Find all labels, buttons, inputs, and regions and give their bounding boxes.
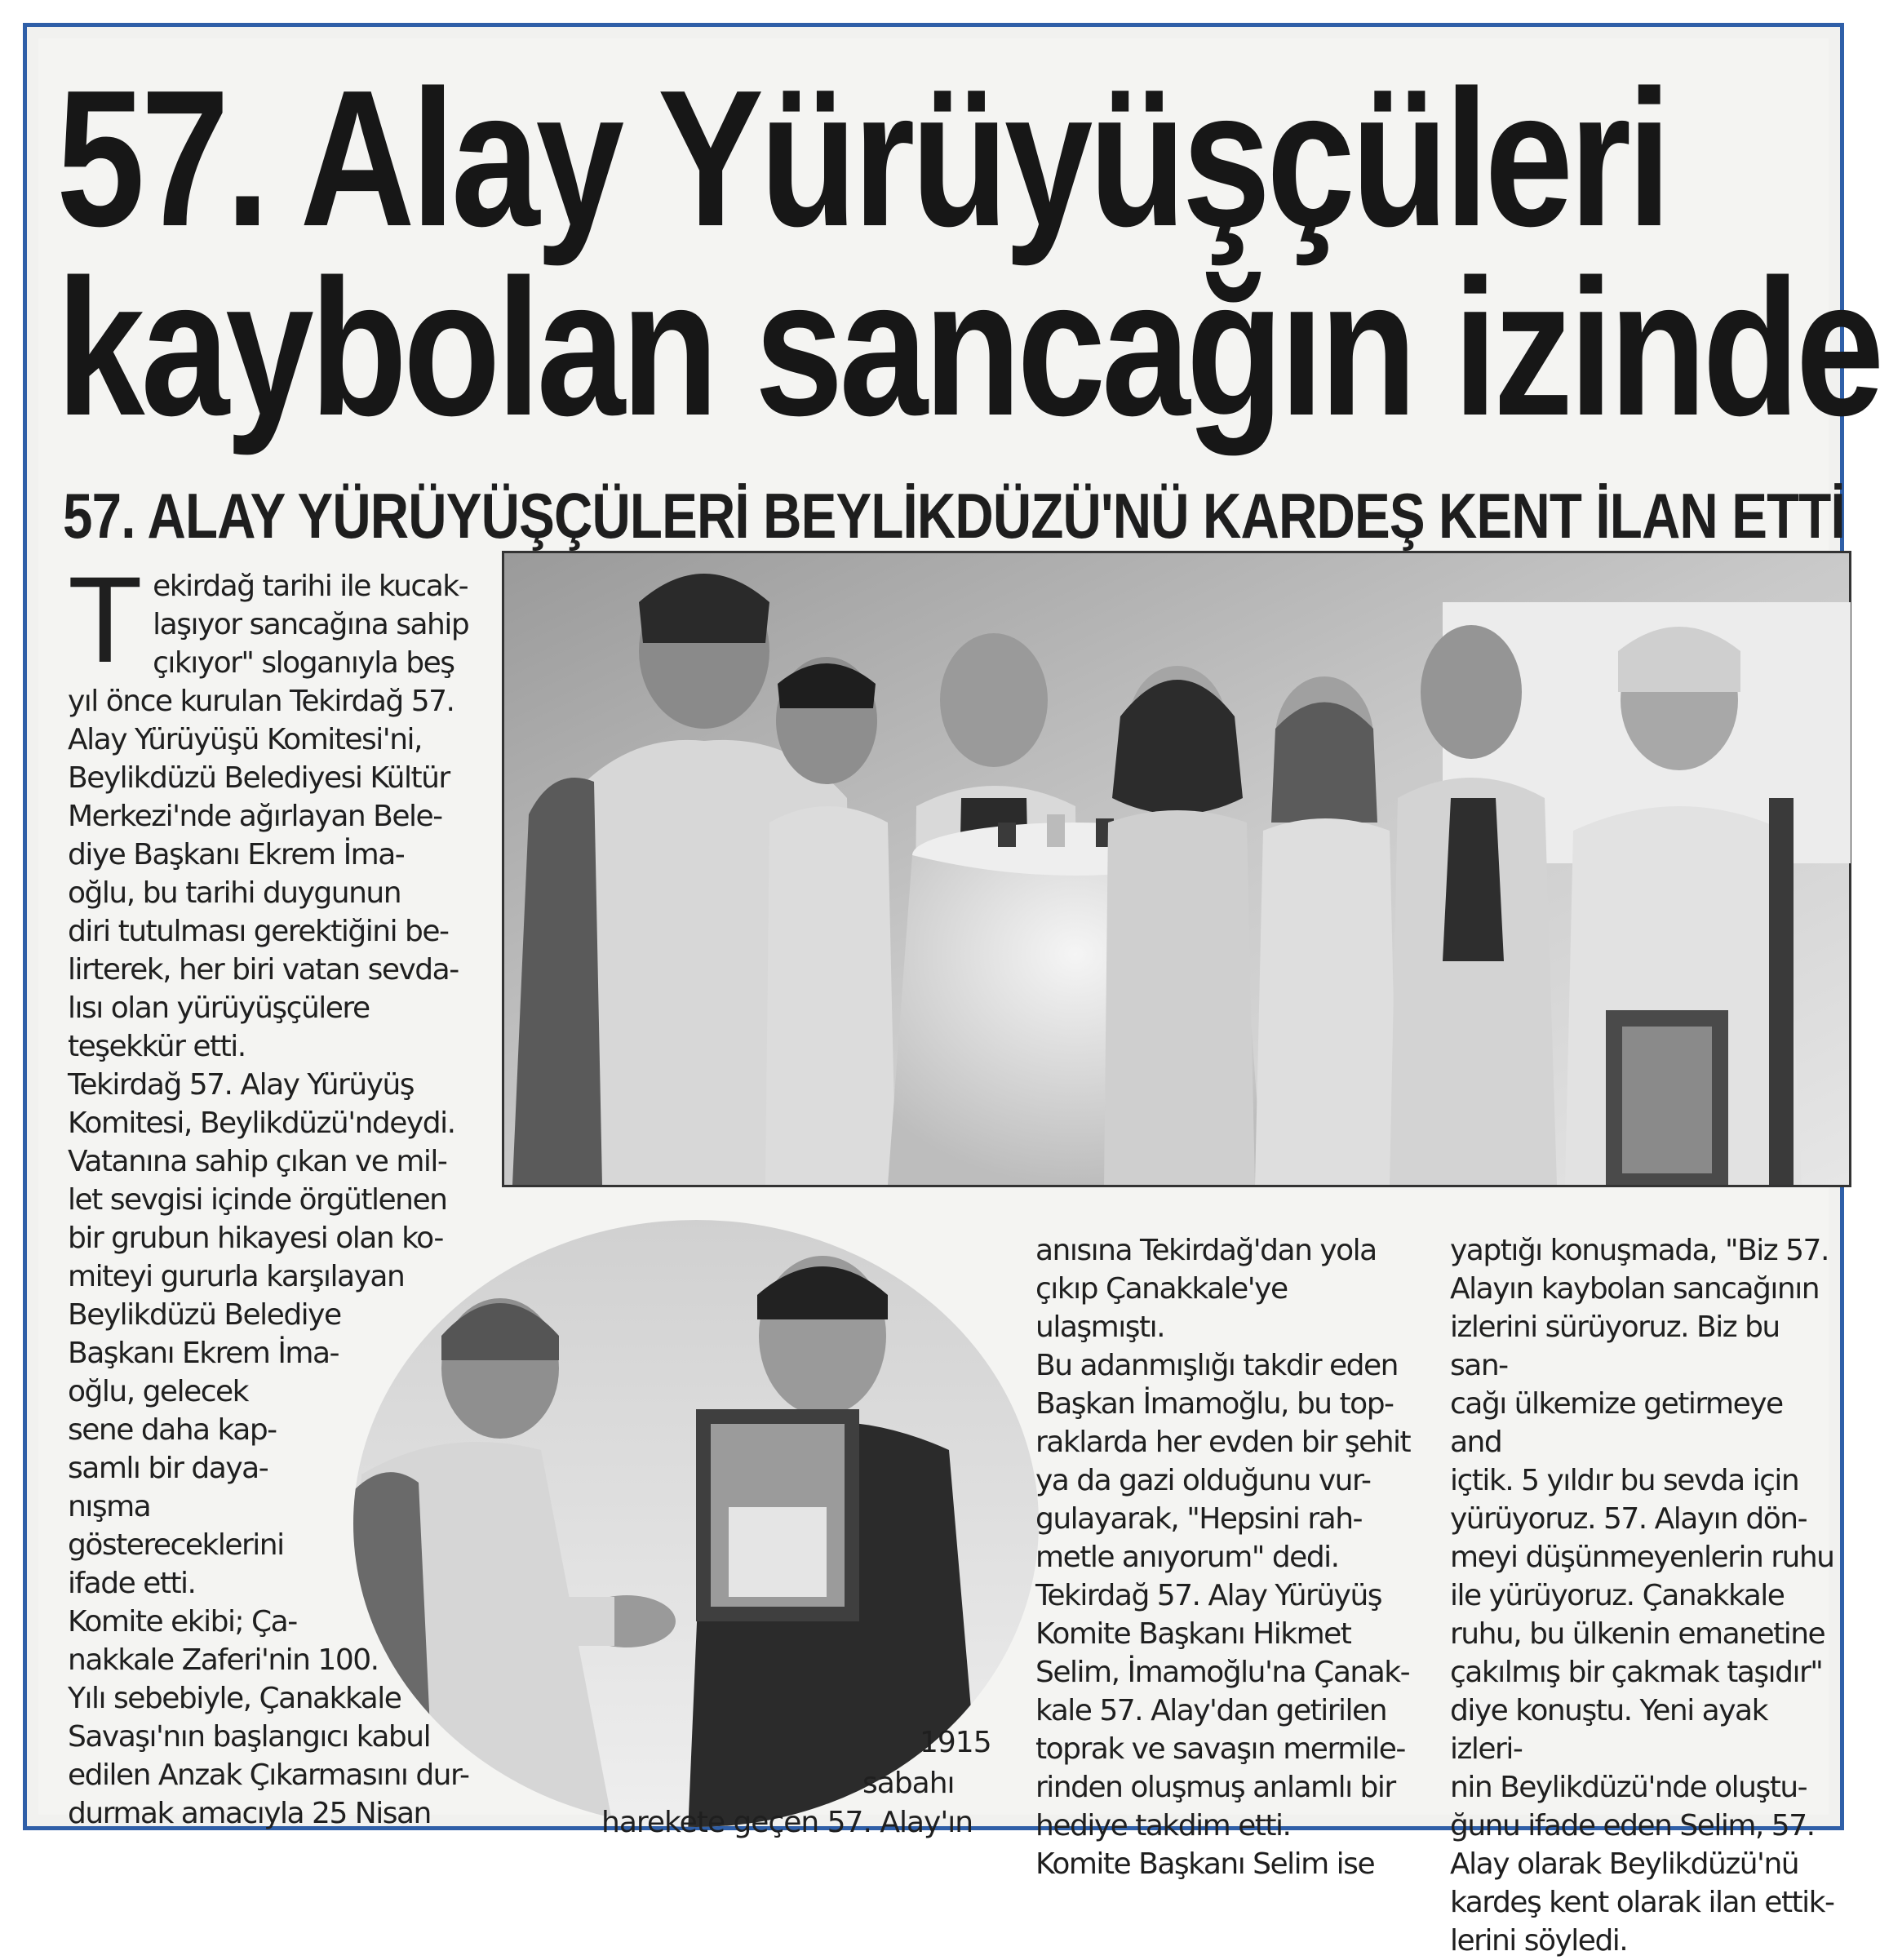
column-2-year: 1915 [920,1726,991,1759]
clipping-frame [23,23,1880,1958]
group-photo [502,551,1851,1187]
column-1-text: ekirdağ tarihi ile kucak- laşıyor sancağına sahip çıkıyor" sloganıyla beş yıl önce kurulan Tekirdağ 57. Alay Yürüyüşü Komitesi'ni, Beylikdüzü Belediyesi Kültür Merkezi'nde ağırlayan Bele- diye Başkanı Ekrem İma- oğlu, bu tarihi duygunun diri tutulması gerektiğini be- lirterek, her biri vatan sevda- lısı olan yürüyüşçülere teşekkür etti. Tekirdağ 57. Alay Yürüyüş Komitesi, Beylikdüzü'ndeydi. Vatanına sahip çıkan ve mil- let sevgisi içinde örgütlenen bir grubun hikayesi olan ko- miteyi gururla karşılayan Beylikdüzü Belediye Başkanı Ekrem İma- oğlu, gelecek sene daha kap- samlı bir daya- nışma göstereceklerini ifade etti. Komite ekibi; Ça- nakkale Zaferi'nin 100. Yılı sebebiyle, Çanakkale Savaşı'nın başlangıcı kabul edilen Anzak Çıkarmasını dur- durmak amacıyla 25 Nisan [68,570,469,1830]
article-column-3: anısına Tekirdağ'dan yola çıkıp Çanakkale'ye ulaşmıştı. Bu adanmışlığı takdir eden Başkan İmamoğlu, bu top- raklarda her evden bir şehit ya da gazi olduğunu vur- gulayarak, "Hepsini rah- metle anıyorum" dedi. Tekirdağ 57. Alay Yürüyüş Komite Başkanı Hikmet Selim, İmamoğlu'na Çanak- kale 57. Alay'dan getirilen toprak ve savaşın mermile- rinden oluşmuş anlamlı bir hediye takdim etti. Komite Başkanı Selim ise [1035,1234,1411,1881]
drop-cap: T [68,551,142,688]
column-2-morning: sabahı [862,1767,955,1800]
subheadline: 57. ALAY YÜRÜYÜŞÇÜLERİ BEYLİKDÜZÜ'NÜ KARDEŞ KENT İLAN ETTİ [63,480,1845,552]
column-2-last-line: harekete geçen 57. Alay'ın [601,1806,973,1839]
headline-line-1: 57. Alay Yürüyüşçüleri [56,51,1668,267]
group-photo-image [504,553,1849,1185]
newspaper-clipping [38,38,1880,1958]
headline-line-2: kaybolan sancağın izinde [56,240,1880,456]
article-column-4: yaptığı konuşmada, "Biz 57. Alayın kaybolan sancağının izlerini sürüyoruz. Biz bu san- cağı ülkemize getirmeye and içtik. 5 yıldır bu sevda için yürüyoruz. 57. Alayın dön- meyi düşünmeyenlerin ruhu ile yürüyoruz. Çanakkale ruhu, bu ülkenin emanetine çakılmış bir çakmak taşıdır" diye konuştu. Yeni ayak izleri- nin Beylikdüzü'nde oluştu- ğunu ifade eden Selim, 57. Alay olarak Beylikdüzü'nü kardeş kent olarak ilan ettik- lerini söyledi. [1450,1234,1834,1958]
